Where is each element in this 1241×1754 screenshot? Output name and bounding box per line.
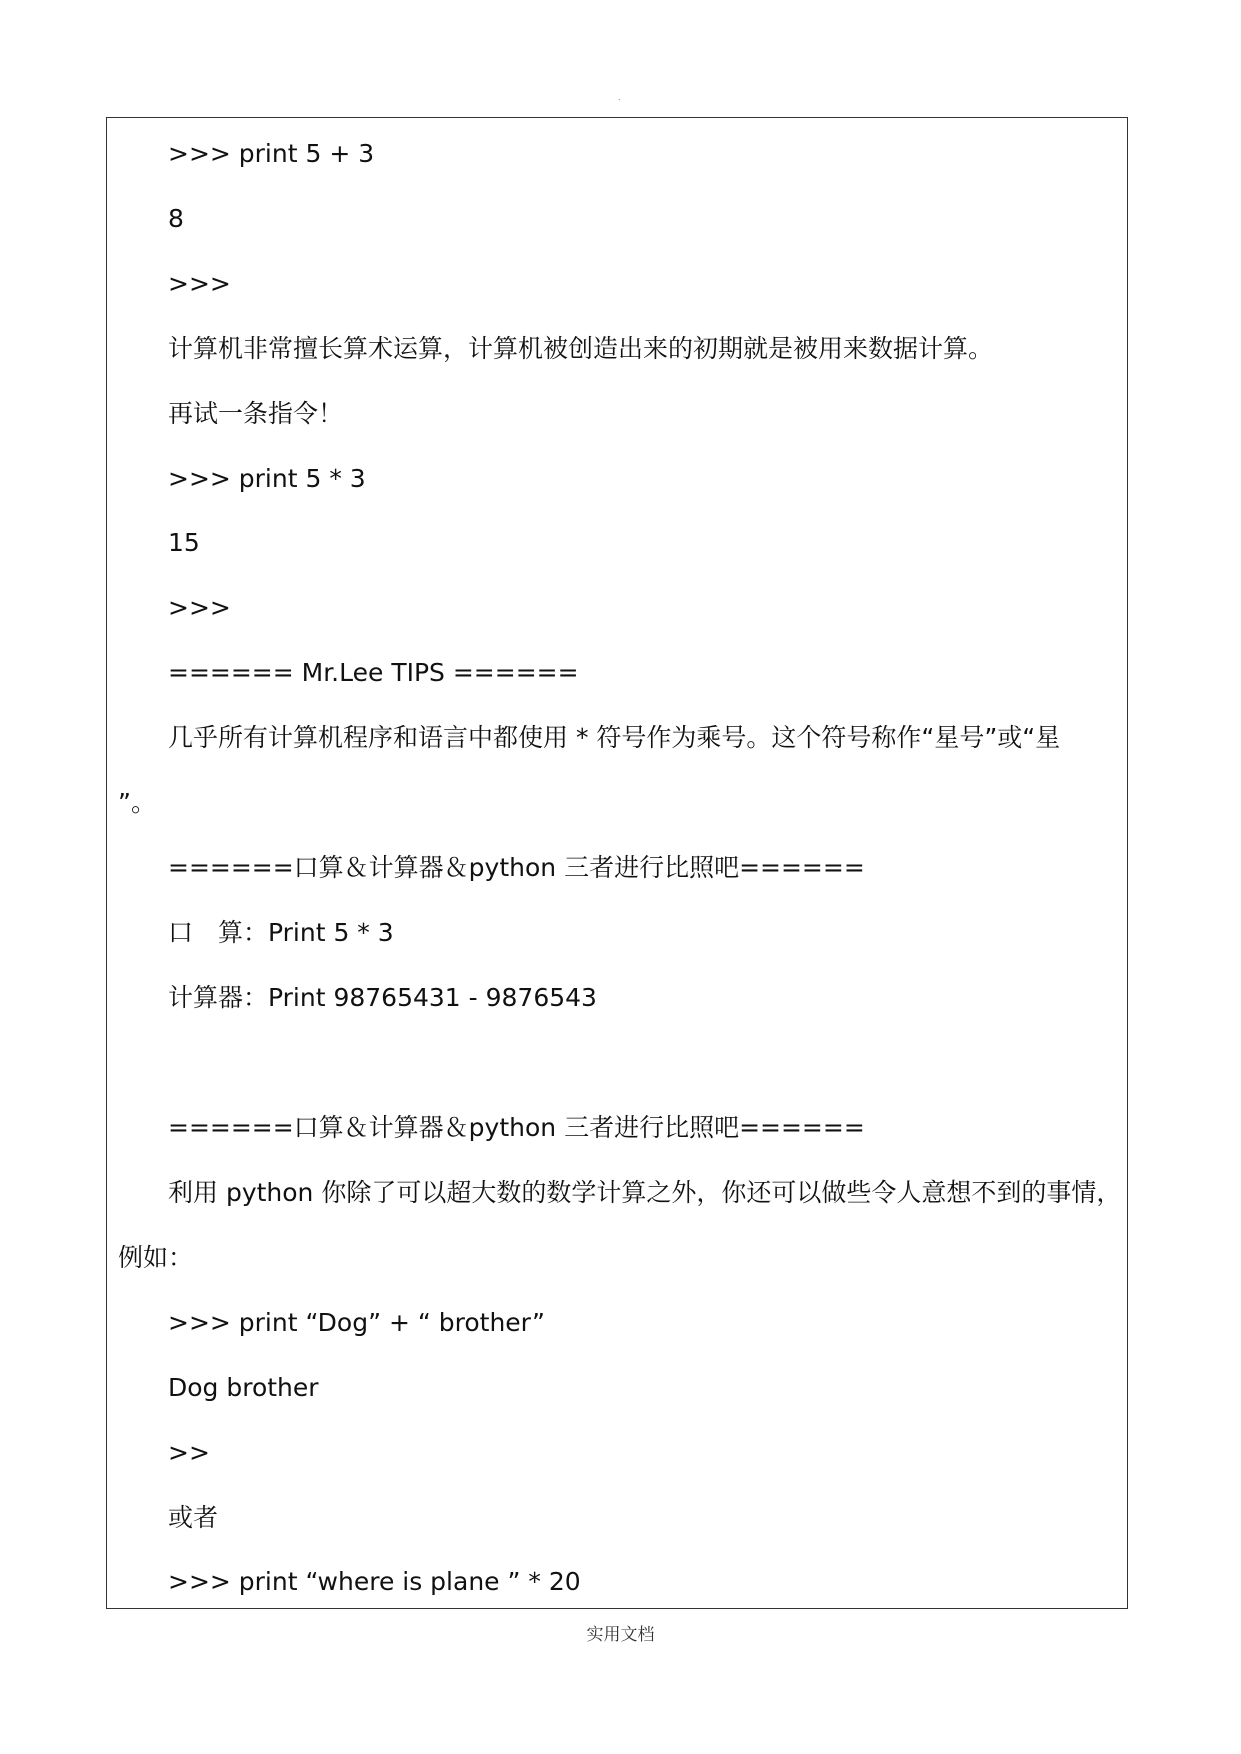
prompt-line: >>> <box>168 593 231 622</box>
paragraph-try-again: 再试一条指令！ <box>168 399 344 428</box>
code-line-print-repeat: >>> print “where is plane ” * 20 <box>168 1567 581 1596</box>
paragraph-python: 利用 python 你除了可以超大数的数学计算之外，你还可以做些令人意想不到的事情， <box>168 1178 1122 1207</box>
calculator-line: 计算器：Print 98765431 - 9876543 <box>168 983 597 1012</box>
code-line-print-multiply: >>> print 5 * 3 <box>168 464 366 493</box>
comparison-heading: ======口算＆计算器＆python 三者进行比照吧====== <box>168 1113 865 1142</box>
paragraph-arithmetic: 计算机非常擅长算术运算，计算机被创造出来的初期就是被用来数据计算。 <box>168 334 994 363</box>
mental-math-line: 口 算：Print 5 * 3 <box>168 918 394 947</box>
paragraph-python-cont: 例如： <box>118 1243 194 1272</box>
paragraph-asterisk-cont: ”。 <box>118 788 156 817</box>
paragraph-asterisk: 几乎所有计算机程序和语言中都使用 * 符号作为乘号。这个符号称作“星号”或“星 <box>168 723 1061 752</box>
output-line-8: 8 <box>168 204 184 233</box>
code-line-print-add: >>> print 5 + 3 <box>168 139 375 168</box>
tips-heading: ====== Mr.Lee TIPS ====== <box>168 658 579 687</box>
output-line-15: 15 <box>168 528 200 557</box>
prompt-line: >> <box>168 1438 210 1467</box>
paragraph-or: 或者 <box>168 1503 219 1532</box>
output-line-dog-brother: Dog brother <box>168 1373 319 1402</box>
prompt-line: >>> <box>168 269 231 298</box>
header-mark: . <box>618 93 621 102</box>
comparison-heading: ======口算＆计算器＆python 三者进行比照吧====== <box>168 853 865 882</box>
code-line-print-strings: >>> print “Dog” + “ brother” <box>168 1308 545 1337</box>
page-footer: 实用文档 <box>586 1625 655 1645</box>
